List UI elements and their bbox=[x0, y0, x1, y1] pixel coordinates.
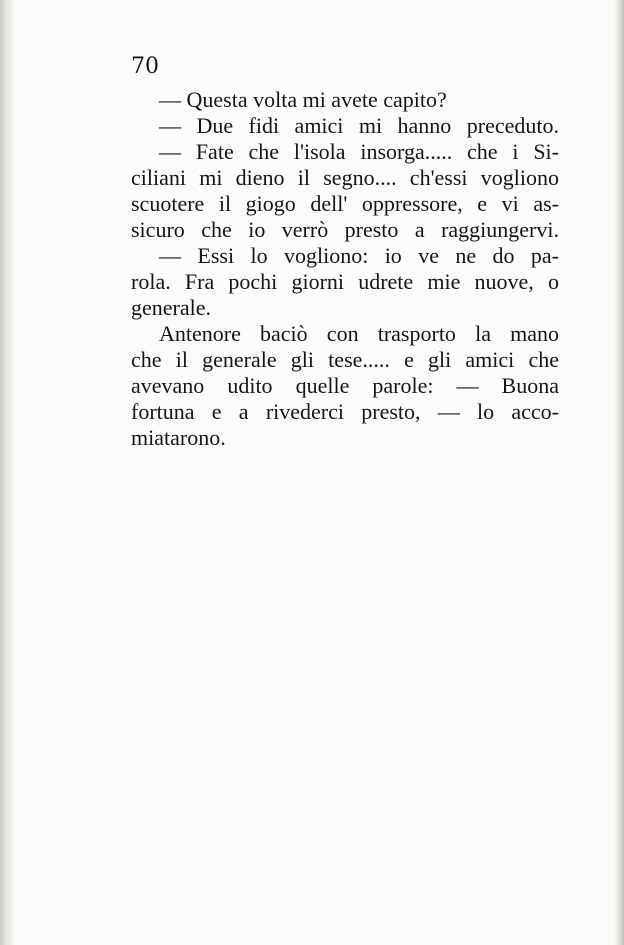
page-number: 70 bbox=[131, 54, 159, 79]
text-line: rola. Fra pochi giorni udrete mie nuove, o bbox=[131, 269, 559, 294]
text-line: scuotere il giogo dell' oppressore, e vi as- bbox=[131, 191, 559, 216]
text-line: ciliani mi dieno il segno.... ch'essi vogliono bbox=[131, 165, 559, 190]
text-line: — Essi lo vogliono: io ve ne do pa- bbox=[159, 243, 559, 268]
text-line: Antenore baciò con trasporto la mano bbox=[159, 321, 559, 346]
text-line: che il generale gli tese..... e gli amici che bbox=[131, 347, 559, 372]
page-right-edge bbox=[614, 0, 624, 945]
page-left-edge bbox=[0, 0, 16, 945]
text-line: sicuro che io verrò presto a raggiungervi. bbox=[131, 217, 559, 242]
body-text bbox=[131, 87, 559, 451]
text-line: — Due fidi amici mi hanno preceduto. bbox=[159, 113, 559, 138]
text-line: generale. bbox=[131, 295, 211, 320]
text-line: miatarono. bbox=[131, 425, 226, 450]
text-line: avevano udito quelle parole: — Buona bbox=[131, 373, 559, 398]
text-line: — Questa volta mi avete capito? bbox=[159, 87, 447, 112]
text-line: — Fate che l'isola insorga..... che i Si- bbox=[159, 139, 559, 164]
text-line: fortuna e a rivederci presto, — lo acco- bbox=[131, 399, 559, 424]
